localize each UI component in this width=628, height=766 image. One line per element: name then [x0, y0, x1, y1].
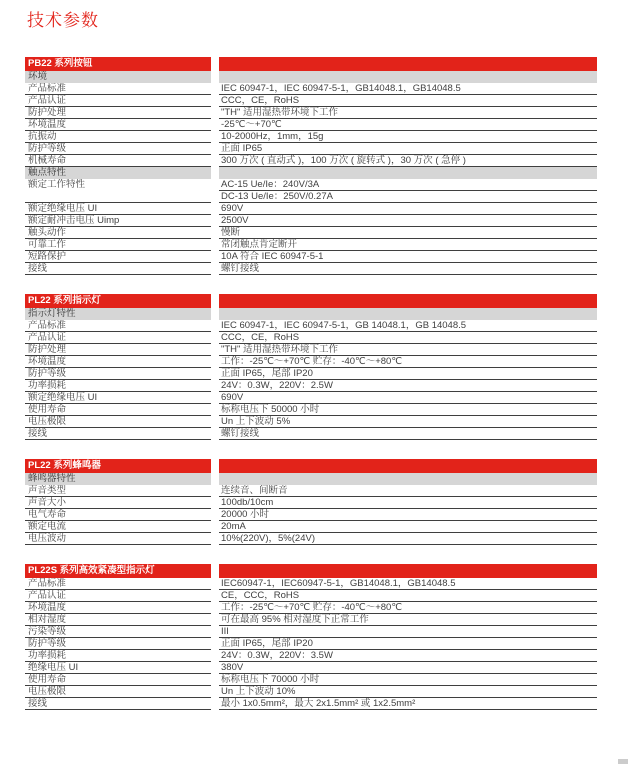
spec-value: CCC，CE，RoHS [219, 332, 597, 344]
table-header-fill [219, 564, 597, 578]
spec-row [25, 614, 597, 626]
spec-row [25, 83, 597, 95]
spec-value: DC-13 Ue/Ie：250V/0.27A [219, 191, 597, 203]
spec-row [25, 263, 597, 275]
spec-label: 防护处理 [25, 344, 211, 356]
spec-label: 绝缘电压 UI [25, 662, 211, 674]
spec-label: 防护等级 [25, 638, 211, 650]
spec-value: Un 上下波动 10% [219, 686, 597, 698]
spec-row [25, 227, 597, 239]
spec-label: 产品标准 [25, 83, 211, 95]
spec-label: 接线 [25, 428, 211, 440]
spec-value: 300 万次 ( 直动式 )，100 万次 ( 旋转式 )，30 万次 ( 急停 ) [219, 155, 597, 167]
spec-value: 100db/10cm [219, 497, 597, 509]
spec-table [25, 57, 597, 275]
spec-row [25, 650, 597, 662]
section-row [25, 473, 597, 485]
spec-label: 使用寿命 [25, 404, 211, 416]
section-row [25, 308, 597, 320]
section-label: 指示灯特性 [25, 308, 211, 320]
spec-row [25, 380, 597, 392]
scrollbar-corner [618, 759, 628, 764]
spec-label: 额定绝缘电压 UI [25, 203, 211, 215]
spec-row [25, 356, 597, 368]
spec-label: 防护处理 [25, 107, 211, 119]
section-fill [219, 167, 597, 179]
spec-label: 额定耐冲击电压 Uimp [25, 215, 211, 227]
spec-row [25, 578, 597, 590]
spec-value: 标称电压下 70000 小时 [219, 674, 597, 686]
spec-label: 防护等级 [25, 143, 211, 155]
spec-label: 环境温度 [25, 119, 211, 131]
table-title: PL22 系列蜂鸣器 [25, 459, 211, 473]
spec-label: 功率损耗 [25, 380, 211, 392]
spec-row [25, 674, 597, 686]
spec-row [25, 485, 597, 497]
spec-value: 正面 IP65，尾部 IP20 [219, 638, 597, 650]
spec-row [25, 686, 597, 698]
spec-value: 螺钉接线 [219, 428, 597, 440]
spec-row [25, 155, 597, 167]
spec-table [25, 294, 597, 440]
spec-row [25, 251, 597, 263]
spec-value: 20mA [219, 521, 597, 533]
spec-row [25, 698, 597, 710]
spec-value: 10-2000Hz，1mm，15g [219, 131, 597, 143]
spec-value: 24V：0.3W，220V：2.5W [219, 380, 597, 392]
spec-label: 额定工作特性 [28, 179, 86, 190]
table-header [25, 57, 597, 71]
spec-table [25, 564, 597, 710]
section-fill [219, 71, 597, 83]
spec-value: 正面 IP65，尾部 IP20 [219, 368, 597, 380]
spec-label: 额定电流 [25, 521, 211, 533]
spec-value: 标称电压下 50000 小时 [219, 404, 597, 416]
spec-value: -25℃～+70℃ [219, 119, 597, 131]
spec-label: 污染等级 [25, 626, 211, 638]
spec-label: 电压波动 [25, 533, 211, 545]
table-title: PL22S 系列高效紧凑型指示灯 [25, 564, 211, 578]
spec-value: 690V [219, 392, 597, 404]
spec-row [25, 404, 597, 416]
section-row [25, 167, 597, 179]
spec-label: 环境温度 [25, 602, 211, 614]
spec-label: 声音大小 [25, 497, 211, 509]
spec-value: 螺钉接线 [219, 263, 597, 275]
spec-value: 24V：0.3W，220V：3.5W [219, 650, 597, 662]
spec-label: 产品认证 [25, 332, 211, 344]
spec-row [25, 626, 597, 638]
spec-row [25, 95, 597, 107]
spec-label: 使用寿命 [25, 674, 211, 686]
spec-row [25, 602, 597, 614]
spec-value: 10A 符合 IEC 60947-5-1 [219, 251, 597, 263]
spec-value: 正面 IP65 [219, 143, 597, 155]
spec-value: III [219, 626, 597, 638]
spec-value: 20000 小时 [219, 509, 597, 521]
table-title: PB22 系列按钮 [25, 57, 211, 71]
spec-row [25, 320, 597, 332]
table-header-fill [219, 57, 597, 71]
spec-value: IEC 60947-1，IEC 60947-5-1，GB14048.1，GB14048.5 [219, 83, 597, 95]
section-fill [219, 308, 597, 320]
spec-label: 产品认证 [25, 95, 211, 107]
spec-row [25, 179, 597, 191]
spec-value: "TH" 适用湿热带环境下工作 [219, 107, 597, 119]
section-label: 触点特性 [25, 167, 211, 179]
spec-value: AC-15 Ue/Ie：240V/3A [219, 179, 597, 191]
spec-value: "TH" 适用湿热带环境下工作 [219, 344, 597, 356]
spec-row [25, 392, 597, 404]
spec-label: 触头动作 [25, 227, 211, 239]
spec-row [25, 239, 597, 251]
spec-label: 电压极限 [25, 686, 211, 698]
spec-value: 慢断 [219, 227, 597, 239]
table-header [25, 459, 597, 473]
spec-label: 声音类型 [25, 485, 211, 497]
spec-label: 接线 [25, 263, 211, 275]
spec-value: 可在最高 95% 相对湿度下正常工作 [219, 614, 597, 626]
spec-row [25, 509, 597, 521]
spec-label: 产品标准 [25, 320, 211, 332]
table-header [25, 294, 597, 308]
section-fill [219, 473, 597, 485]
spec-label: 机械寿命 [25, 155, 211, 167]
spec-value: 380V [219, 662, 597, 674]
spec-label: 电气寿命 [25, 509, 211, 521]
spec-label: 额定绝缘电压 UI [25, 392, 211, 404]
spec-row [25, 203, 597, 215]
spec-label: 电压极限 [25, 416, 211, 428]
section-label: 环境 [25, 71, 211, 83]
spec-label: 防护等级 [25, 368, 211, 380]
spec-row [25, 428, 597, 440]
spec-label: 环境温度 [25, 356, 211, 368]
section-row [25, 71, 597, 83]
spec-value: 常闭触点肯定断开 [219, 239, 597, 251]
table-header [25, 564, 597, 578]
spec-table [25, 459, 597, 545]
spec-label: 短路保护 [25, 251, 211, 263]
spec-label: 可靠工作 [25, 239, 211, 251]
page-title: 技术参数 [27, 11, 99, 30]
spec-label: 抗振动 [25, 131, 211, 143]
spec-tables-container [25, 57, 597, 729]
spec-label: 接线 [25, 698, 211, 710]
spec-row [25, 590, 597, 602]
spec-row [25, 533, 597, 545]
spec-row [25, 143, 597, 155]
spec-label: 产品标准 [25, 578, 211, 590]
spec-row [25, 368, 597, 380]
spec-row [25, 107, 597, 119]
spec-row [25, 332, 597, 344]
spec-value: CCC，CE，RoHS [219, 95, 597, 107]
spec-value: 10%(220V)，5%(24V) [219, 533, 597, 545]
spec-row [25, 131, 597, 143]
table-header-fill [219, 459, 597, 473]
spec-row [25, 416, 597, 428]
spec-row [25, 119, 597, 131]
spec-value: Un 上下波动 5% [219, 416, 597, 428]
section-label: 蜂鸣器特性 [25, 473, 211, 485]
spec-value: 工作：-25℃～+70℃ 贮存：-40℃～+80℃ [219, 356, 597, 368]
spec-row [25, 662, 597, 674]
spec-row [25, 215, 597, 227]
spec-value: 工作：-25℃～+70℃ 贮存：-40℃～+80℃ [219, 602, 597, 614]
spec-row [25, 638, 597, 650]
table-title: PL22 系列指示灯 [25, 294, 211, 308]
spec-row [25, 191, 597, 203]
spec-value: 连续音、间断音 [219, 485, 597, 497]
spec-row [25, 521, 597, 533]
spec-value: 2500V [219, 215, 597, 227]
spec-value: IEC60947-1，IEC60947-5-1，GB14048.1，GB14048.5 [219, 578, 597, 590]
spec-value: CE，CCC，RoHS [219, 590, 597, 602]
table-header-fill [219, 294, 597, 308]
spec-row [25, 344, 597, 356]
spec-value: 690V [219, 203, 597, 215]
spec-label: 功率损耗 [25, 650, 211, 662]
spec-label: 产品认证 [25, 590, 211, 602]
spec-label: 相对湿度 [25, 614, 211, 626]
spec-row [25, 497, 597, 509]
spec-value: 最小 1x0.5mm²，最大 2x1.5mm² 或 1x2.5mm² [219, 698, 597, 710]
spec-value: IEC 60947-1，IEC 60947-5-1，GB 14048.1，GB 14048.5 [219, 320, 597, 332]
spec-label [25, 191, 211, 203]
